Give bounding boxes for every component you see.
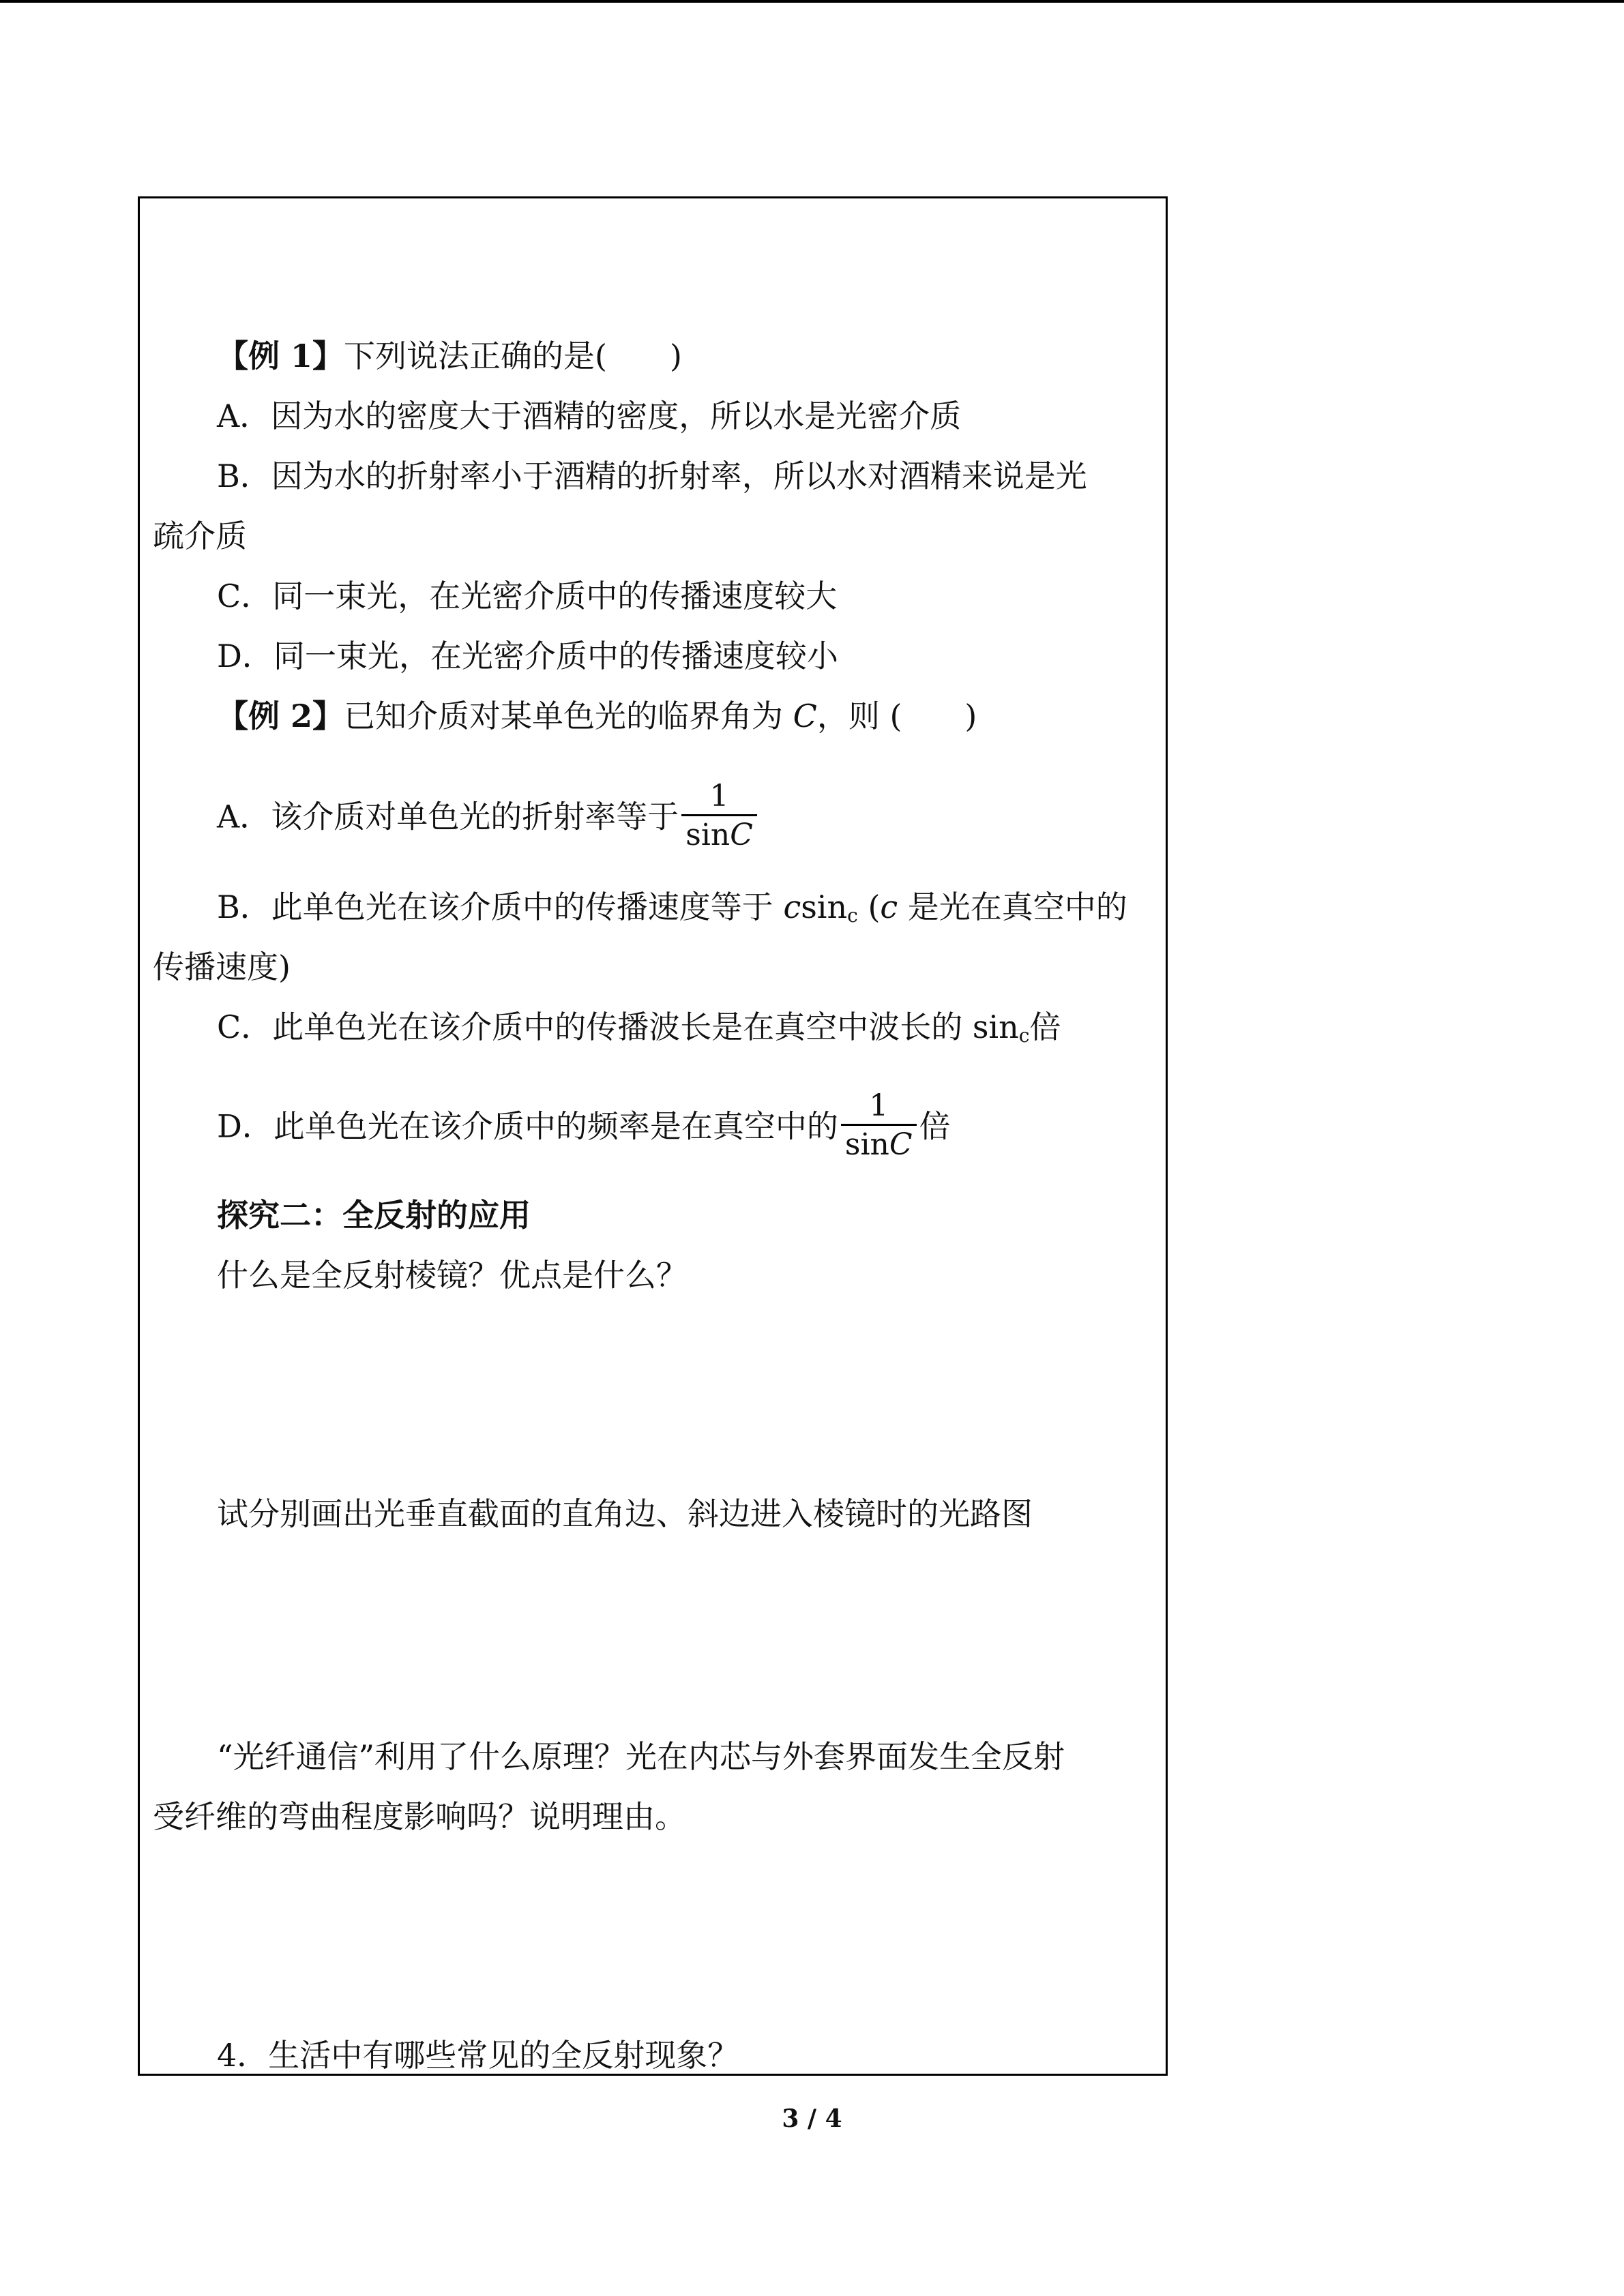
example-2-option-a-text: A．该介质对单色光的折射率等于: [217, 798, 679, 835]
example-2-stem: [217, 694, 977, 738]
fraction-numerator: 1: [681, 779, 757, 816]
example-2-var-c: C: [793, 698, 817, 734]
example-2-option-c-text: C．此单色光在该介质中的传播波长是在真空中波长的 sin: [217, 1009, 1019, 1045]
example-2-option-d-text: D．此单色光在该介质中的频率是在真空中的: [217, 1107, 838, 1145]
example-2-question-a: 已知介质对某单色光的临界角为: [344, 698, 793, 734]
example-2-option-d: [217, 1088, 951, 1162]
example-2-option-b-line2: 传播速度): [153, 949, 291, 985]
example-2-option-c: [217, 1005, 1061, 1049]
sin-subscript-c: c: [1018, 1024, 1030, 1047]
section-2-title: 探究二：全反射的应用: [217, 1197, 531, 1234]
example-2-question-b: ，则 ( ): [816, 698, 977, 734]
fraction-denominator: [681, 816, 757, 854]
example-1-option-c: C．同一束光，在光密介质中的传播速度较大: [217, 578, 838, 614]
example-1-option-b-line1: B．因为水的折射率小于酒精的折射率，所以水对酒精来说是光: [217, 458, 1087, 494]
sin-subscript: c: [847, 904, 858, 927]
example-2-option-d-tail: 倍: [919, 1107, 951, 1145]
sin-text: sin: [801, 889, 848, 925]
fraction-den-var-d: C: [889, 1127, 913, 1162]
fraction-denominator-d: [841, 1126, 917, 1164]
example-1-tag: 【例 1】: [217, 338, 344, 374]
example-2-option-c-tail: 倍: [1029, 1009, 1061, 1045]
fraction-one-over-sinc-d: [841, 1088, 917, 1164]
example-2-option-b-line1: [217, 885, 1127, 929]
example-1-stem: [217, 334, 682, 378]
var-c-lower: c: [783, 889, 801, 925]
var-c-lower-2: c: [880, 889, 898, 925]
example-1-option-a: A．因为水的密度大于酒精的密度，所以水是光密介质: [217, 398, 962, 434]
example-2-tag: 【例 2】: [217, 698, 344, 734]
page-number: 3 / 4: [782, 2104, 842, 2133]
fraction-den-sin-d: sin: [844, 1127, 889, 1162]
fraction-one-over-sinc-a: [681, 779, 757, 854]
example-2-option-b-text: B．此单色光在该介质中的传播速度等于: [217, 889, 784, 925]
question-light-path: 试分别画出光垂直截面的直角边、斜边进入棱镜时的光路图: [217, 1495, 1033, 1532]
example-1-option-d: D．同一束光，在光密介质中的传播速度较小: [217, 638, 838, 674]
fraction-den-sin: sin: [685, 818, 730, 852]
example-2-option-b-tail: 是光在真空中的: [898, 889, 1127, 925]
example-2-option-a: [217, 779, 760, 852]
example-1-option-b-line2: 疏介质: [153, 518, 247, 554]
top-border-line: [0, 0, 1624, 3]
question-fiber-line1: “光纤通信”利用了什么原理？光在内芯与外套界面发生全反射: [217, 1738, 1065, 1775]
paren-open: (: [857, 889, 881, 925]
question-fiber-line2: 受纤维的弯曲程度影响吗？说明理由。: [153, 1798, 686, 1835]
question-prism: 什么是全反射棱镜？优点是什么？: [217, 1257, 688, 1294]
fraction-den-var: C: [730, 818, 753, 852]
example-1-question: 下列说法正确的是( ): [344, 338, 682, 374]
fraction-numerator-d: 1: [841, 1088, 917, 1126]
question-total-reflection: 4．生活中有哪些常见的全反射现象？: [217, 2037, 739, 2074]
